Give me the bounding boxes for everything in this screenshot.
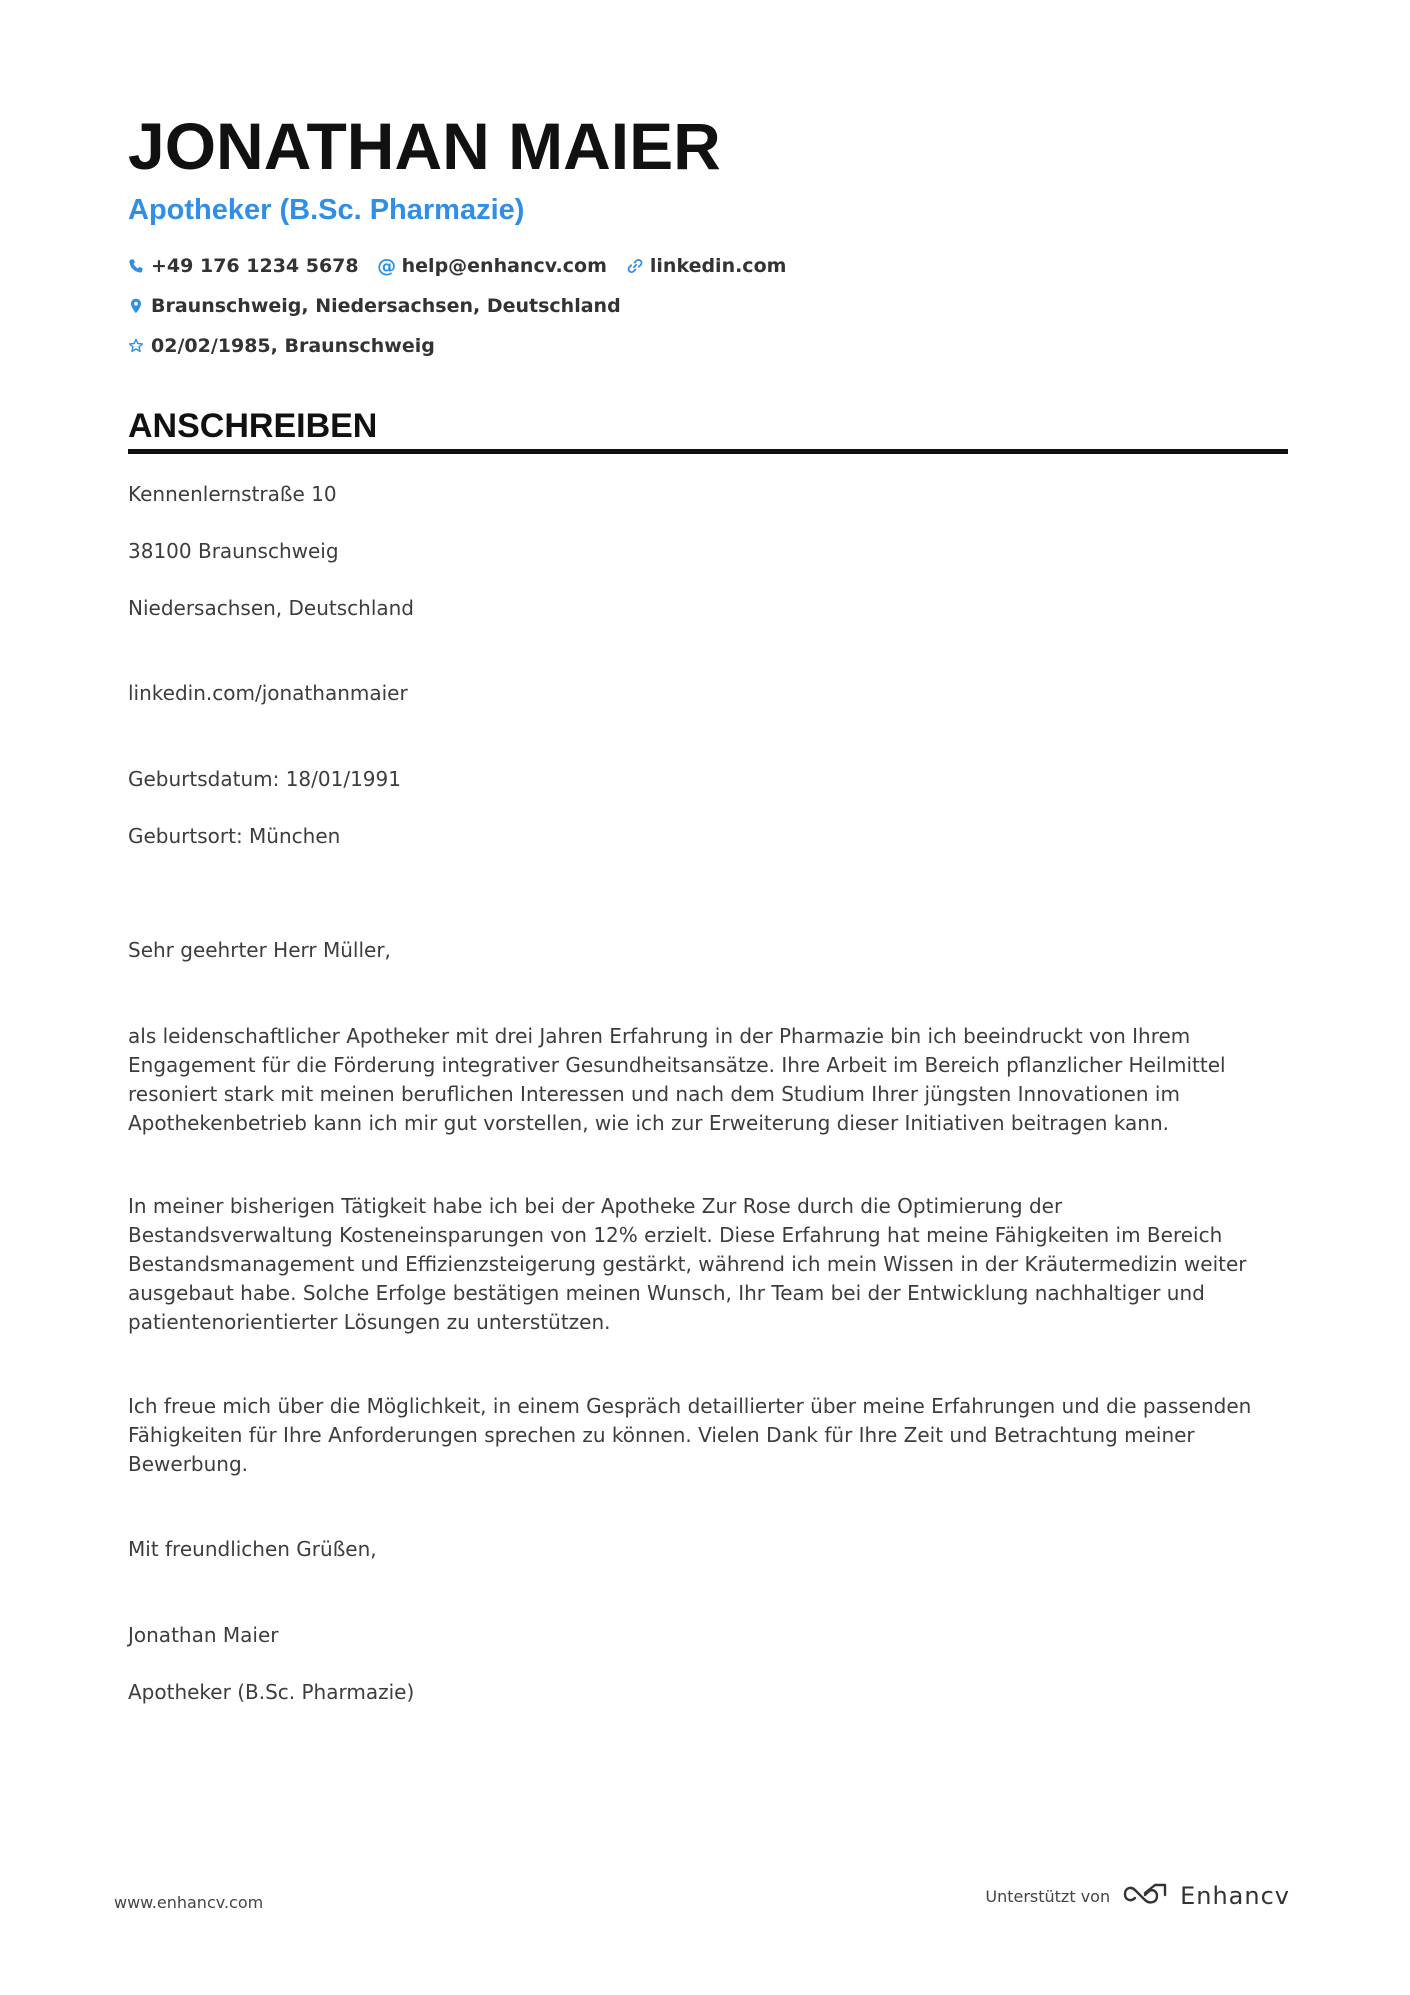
location-text: Braunschweig, Niedersachsen, Deutschland (151, 295, 621, 317)
paragraph-1: als leidenschaftlicher Apotheker mit drei Jahren Erfahrung in der Pharmazie bin ich beeindruckt von Ihrem Engagement für die Förderung integrativer Gesundheitsansätze. Ihre Arbeit im Bereich pflanzlicher Heilmittel resoniert stark mit meinen beruflichen Interessen und nach dem Studium Ihrer jüngsten Innovationen im Apothekenbetrieb kann ich mir gut vorstellen, wie ich zur Erweiterung dieser Initiativen beitragen kann. (128, 1024, 1226, 1135)
candidate-title: Apotheker (B.Sc. Pharmazie) (128, 194, 525, 226)
candidate-name: JONATHAN MAIER (128, 109, 721, 183)
birth-text: 02/02/1985, Braunschweig (151, 335, 435, 357)
link-icon (627, 258, 643, 274)
at-icon: @ (377, 255, 397, 277)
location-pin-icon (128, 298, 144, 314)
contact-location (128, 292, 621, 320)
address-street: Kennenlernstraße 10 (128, 482, 337, 506)
salutation: Sehr geehrter Herr Müller, (128, 938, 391, 962)
star-icon (128, 338, 144, 354)
birth-date: Geburtsdatum: 18/01/1991 (128, 767, 401, 791)
brand-name: Enhancv (1180, 1882, 1290, 1910)
contact-birth (128, 332, 1288, 360)
phone-icon (128, 258, 144, 274)
address-city: 38100 Braunschweig (128, 539, 339, 563)
address-region: Niedersachsen, Deutschland (128, 596, 415, 620)
paragraph-3: Ich freue mich über die Möglichkeit, in einem Gespräch detaillierter über meine Erfahrungen und die passenden Fähigkeiten für Ihre Anforderungen sprechen zu können. Vielen Dank für Ihre Zeit und Betrachtung meiner Bewerbung. (128, 1394, 1252, 1476)
enhancv-logo-icon (1122, 1882, 1168, 1910)
email-text: help@enhancv.com (401, 255, 607, 277)
section-title: ANSCHREIBEN (128, 407, 378, 445)
phone-text: +49 176 1234 5678 (151, 255, 359, 277)
contact-email[interactable] (379, 252, 607, 280)
contact-phone[interactable] (128, 252, 359, 280)
contact-linkedin[interactable] (627, 252, 787, 280)
section-divider (128, 449, 1288, 454)
signature-name: Jonathan Maier (128, 1623, 279, 1647)
paragraph-2: In meiner bisherigen Tätigkeit habe ich bei der Apotheke Zur Rose durch die Optimierung der Bestandsverwaltung Kosteneinsparungen von 12% erzielt. Diese Erfahrung hat meine Fähigkeiten im Bereich Bestandsmanagement und Effizienzsteigerung gestärkt, während ich mein Wissen in der Kräutermedizin weiter ausgebaut habe. Solche Erfolge bestätigen meinen Wunsch, Ihr Team bei der Entwicklung nachhaltiger und patientenorientierter Lösungen zu unterstützen. (128, 1194, 1247, 1334)
footer-brand (985, 1882, 1290, 1910)
signature-title: Apotheker (B.Sc. Pharmazie) (128, 1680, 415, 1704)
footer-website[interactable]: www.enhancv.com (114, 1893, 264, 1912)
birth-place: Geburtsort: München (128, 824, 341, 848)
closing: Mit freundlichen Grüßen, (128, 1537, 377, 1561)
contact-info (128, 252, 1288, 360)
powered-by-text: Unterstützt von (985, 1886, 1111, 1906)
linkedin-text: linkedin.com (649, 255, 787, 277)
profile-link[interactable]: linkedin.com/jonathanmaier (128, 681, 408, 705)
